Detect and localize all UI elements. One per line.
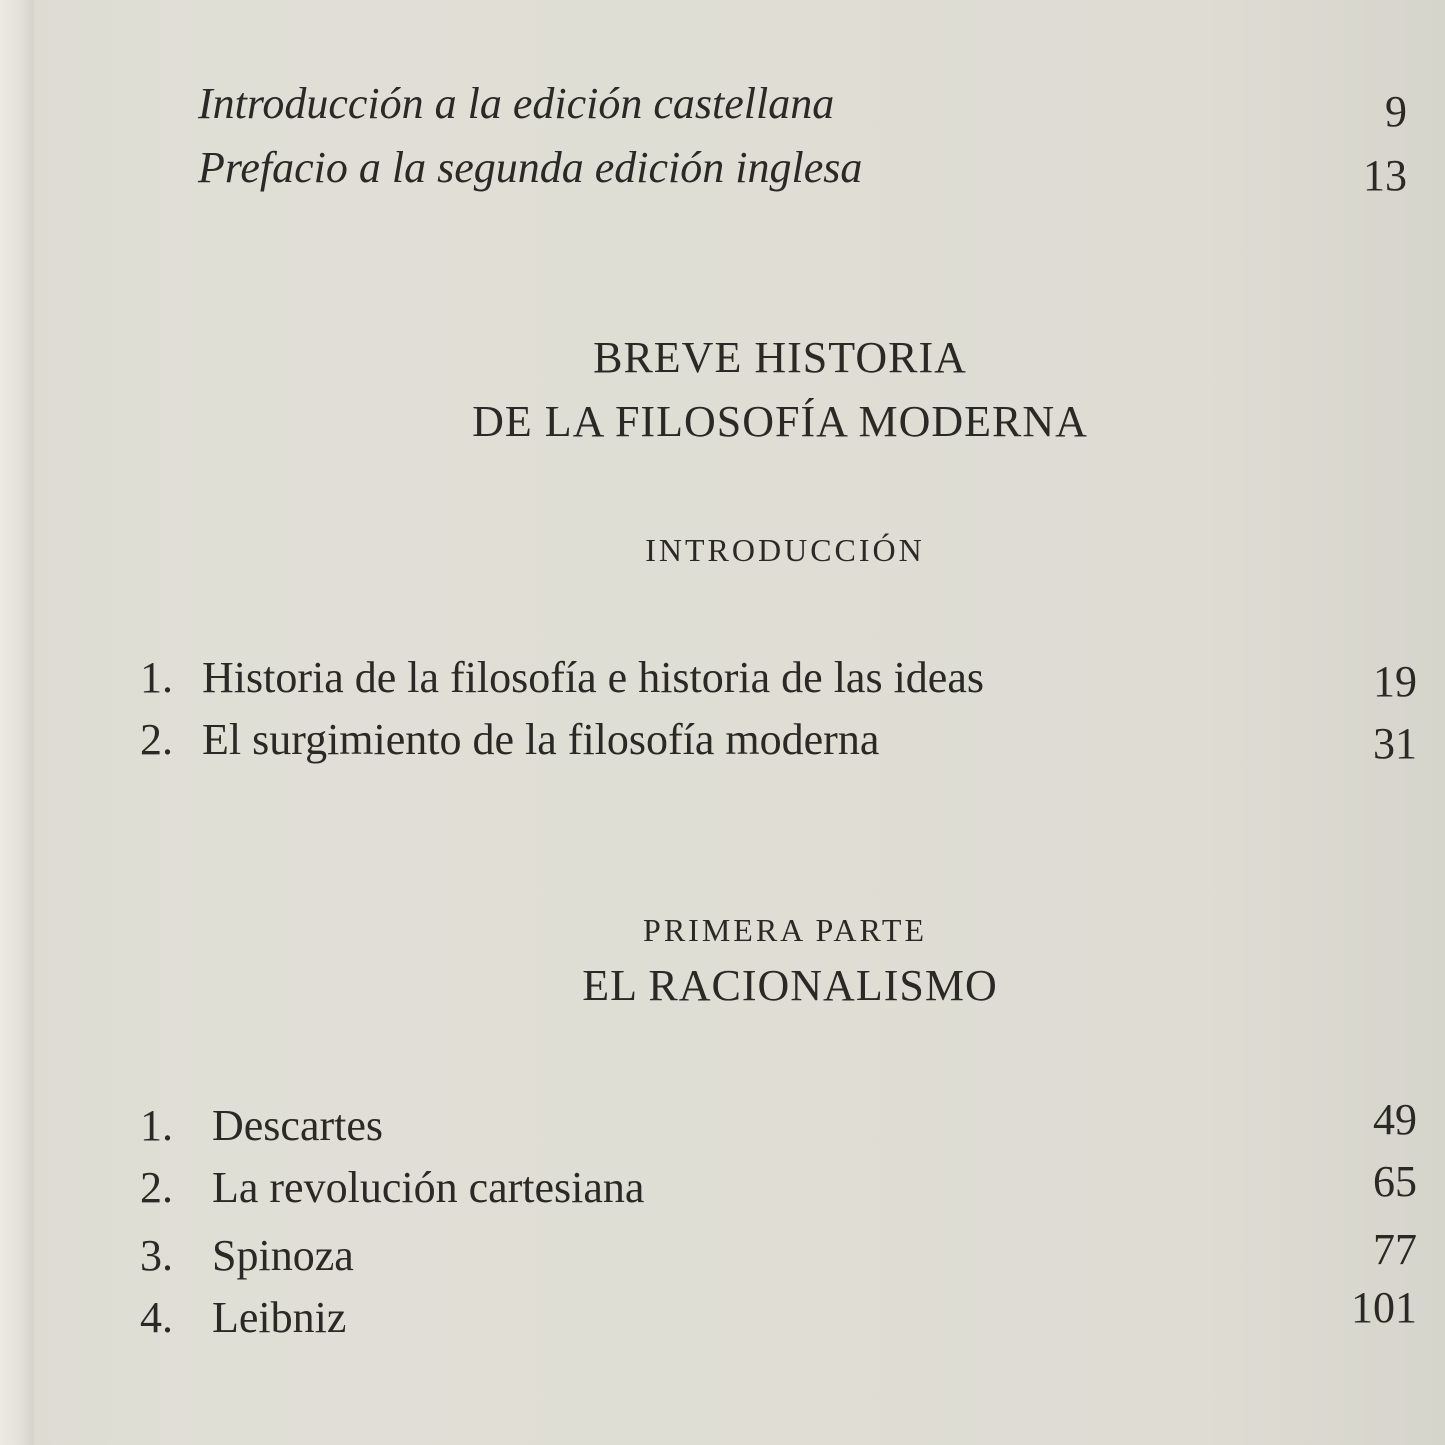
chapter-title: El surgimiento de la filosofía moderna [202,715,880,764]
toc-page-number: 31 [1373,719,1417,768]
chapter-number: 2. [140,715,173,764]
book-title-line-1: BREVE HISTORIA [593,333,967,382]
toc-page-number: 13 [1363,151,1407,200]
toc-page-number: 101 [1351,1283,1417,1332]
toc-chapter-entry [140,1100,383,1151]
chapter-title: Spinoza [212,1231,354,1280]
chapter-title: Leibniz [212,1293,347,1342]
toc-page-number: 65 [1373,1157,1417,1206]
toc-page-number: 77 [1373,1225,1417,1274]
part-title: EL RACIONALISMO [582,961,998,1010]
chapter-number: 3. [140,1231,173,1280]
toc-entry-introduccion-castellana [198,78,834,129]
toc-chapter-entry [140,714,879,765]
chapter-title: Descartes [212,1101,384,1150]
chapter-title: La revolución cartesiana [212,1163,645,1212]
toc-entry-prefacio [198,142,862,193]
page-gutter [0,0,34,1445]
chapter-number: 1. [140,653,173,702]
section-heading-introduccion: INTRODUCCIÓN [645,532,925,568]
toc-page-number: 49 [1373,1095,1417,1144]
toc-chapter-entry [140,1292,346,1343]
toc-entry-title: Prefacio a la segunda edición inglesa [198,143,863,192]
toc-chapter-entry [140,1230,354,1281]
toc-entry-title: Introducción a la edición castellana [198,79,835,128]
chapter-number: 1. [140,1101,173,1150]
chapter-title: Historia de la filosofía e historia de las ideas [202,653,984,702]
part-label: PRIMERA PARTE [643,912,927,948]
book-title-line-2: DE LA FILOSOFÍA MODERNA [472,397,1088,446]
toc-chapter-entry [140,652,984,703]
toc-page-number: 9 [1385,87,1407,136]
chapter-number: 2. [140,1163,173,1212]
chapter-number: 4. [140,1293,173,1342]
toc-chapter-entry [140,1162,644,1213]
toc-page-number: 19 [1373,657,1417,706]
